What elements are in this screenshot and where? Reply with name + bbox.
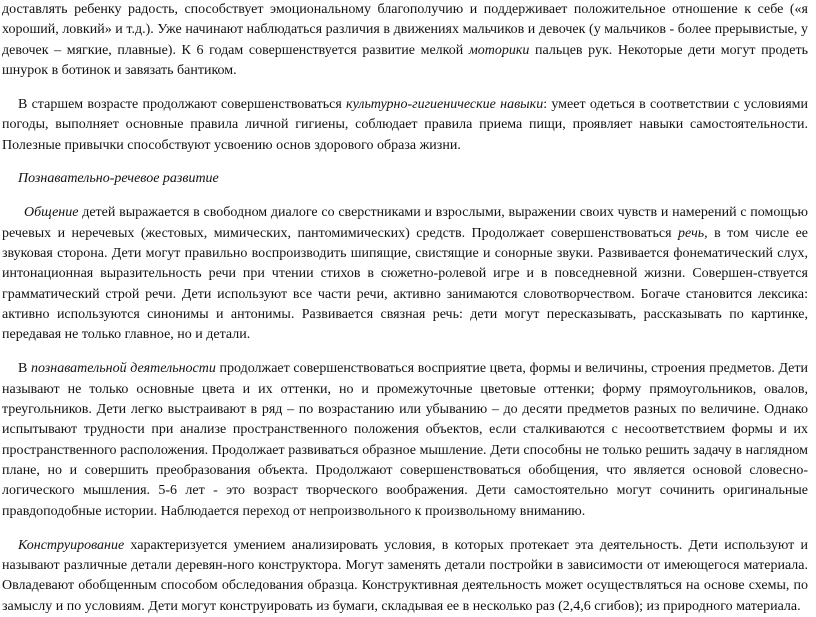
emphasis-construction: Конструирование bbox=[18, 537, 125, 553]
paragraph-communication bbox=[2, 203, 808, 345]
paragraph-physical-development bbox=[2, 0, 808, 81]
emphasis-cognitive-activity: познавательной деятельности bbox=[30, 361, 216, 377]
emphasis-speech: речь, bbox=[678, 225, 708, 241]
paragraph-text: характеризуется умением анализировать условия, в которых протекает эта деятельность. Дети используют и называют различные детали деревян-ного конструктора. Могут заменять детали постройки в зависимости от имеющегося материала. Овладевают обобщенным способом обследования образца. Конструктивная деятельность может осуществляться на основе схемы, по замыслу и по условиям. Дети могут конструировать из бумаги, складывая ее в несколько раз (2,4,6 сгибов); из природного материала. bbox=[2, 537, 808, 614]
section-heading: Познавательно-речевое развитие bbox=[18, 171, 219, 187]
paragraph-construction bbox=[2, 536, 808, 617]
paragraph-text: доставлять ребенку радость, способствует эмоциональному благополучию и поддерживает положительное отношение к себе («я хороший, ловкий» и т.д.). Уже начинают наблюдаться различия в движениях мальчиков и девочек (у мальчиков - более прерывистые, у девочек – мягкие, плавные). К 6 годам совершенствуется развитие мелкой bbox=[2, 2, 808, 58]
paragraph-text: пальцев рук. Некоторые дети могут продеть шнурок в ботинок и завязать бантиком. bbox=[2, 42, 808, 78]
paragraph-cognitive-activity bbox=[2, 359, 808, 521]
paragraph-text: детей выражается в свободном диалоге со сверстниками и взрослыми, выражении своих чувств и намерений с помощью речевых и неречевых (жестовых, мимических, пантомимических) средств. Продолжает совершенствоваться bbox=[2, 205, 808, 241]
emphasis-motor-skills: моторики bbox=[468, 42, 530, 58]
paragraph-hygiene-skills bbox=[2, 95, 808, 156]
paragraph-text: в том числе ее звуковая сторона. Дети могут правильно воспроизводить шипящие, свистящие и сонорные звуки. Развивается фонематический слух, интонационная выразительность речи при чтении стихов в сюжетно-ролевой игре и в повседневной жизни. Совершен-ствуется грамматический строй речи. Дети используют все части речи, активно занимаются словотворчеством. Богаче становится лексика: активно используются синонимы и антонимы. Развивается связная речь: дети могут пересказывать, рассказывать по картинке, передавая не только главное, но и детали. bbox=[2, 225, 808, 343]
paragraph-text: продолжает совершенствоваться восприятие цвета, формы и величины, строения предметов. Дети называют не только основные цвета и их оттенки, но и промежуточные цветовые оттенки; форму прямоугольников, овалов, треугольников. Дети легко выстраивают в ряд – по возрастанию или убыванию – до десяти предметов разных по величине. Однако испытывают трудности при анализе пространственного положения объектов, если сталкиваются с несоответствием формы и их пространственного расположения. Продолжает развиваться образное мышление. Дети способны не только решить задачу в наглядном плане, но и совершить преобразования объекта. Продолжают совершенствоваться обобщения, что является основой словесно-логического мышления. 5-6 лет - это возраст творческого воображения. Дети самостоятельно могут сочинить оригинальные правдоподобные истории. Наблюдается переход от непроизвольного к произвольному вниманию. bbox=[2, 361, 809, 519]
emphasis-communication: Общение bbox=[24, 205, 79, 221]
paragraph-text: В старшем возрасте продолжают совершенствоваться bbox=[18, 97, 347, 113]
emphasis-hygiene-skills: культурно-гигиенические навыки bbox=[346, 97, 544, 113]
paragraph-text: : умеет одеться в соответствии с условиями погоды, выполняет основные правила личной гигиены, соблюдает правила приема пищи, проявляет навыки самостоятельности. Полезные привычки способствуют усвоению основ здорового образа жизни. bbox=[2, 97, 808, 153]
paragraph-text: В bbox=[18, 361, 31, 377]
